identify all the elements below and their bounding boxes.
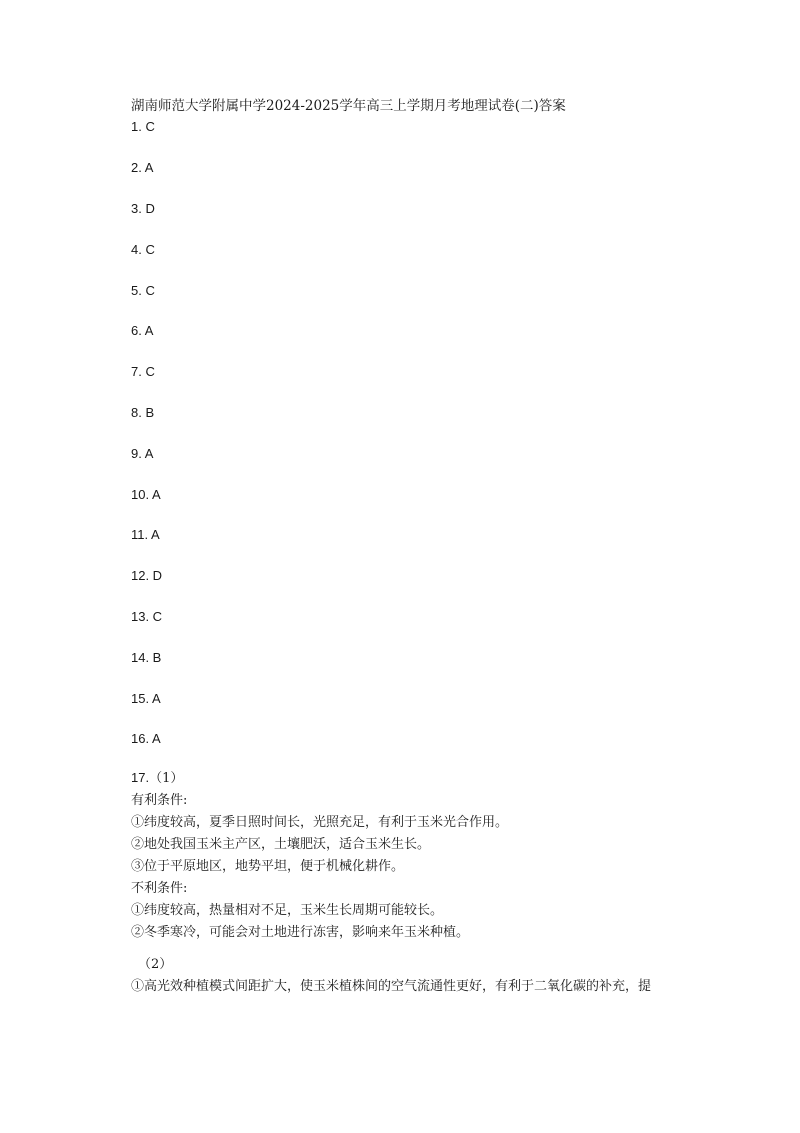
- answer-item: 7. C: [131, 364, 155, 379]
- answer-item: 8. B: [131, 405, 155, 420]
- answer-item: 6. A: [131, 323, 154, 338]
- part2-item: ①高光效种植模式间距扩大，使玉米植株间的空气流通性更好，有利于二氧化碳的补充，提: [131, 979, 652, 994]
- answer-item: 16. A: [131, 731, 161, 746]
- question-17-number: 17.: [131, 770, 150, 785]
- question-17-part2-label: （2）: [138, 957, 173, 972]
- answer-item: 4. C: [131, 242, 155, 257]
- answer-item: 15. A: [131, 691, 161, 706]
- favorable-item: ③位于平原地区，地势平坦，便于机械化耕作。: [131, 859, 405, 874]
- answer-item: 13. C: [131, 609, 163, 624]
- answer-item: 3. D: [131, 201, 155, 216]
- unfavorable-heading: 不利条件:: [131, 881, 188, 896]
- favorable-item: ①纬度较高，夏季日照时间长，光照充足，有利于玉米光合作用。: [131, 815, 509, 830]
- answer-item: 14. B: [131, 650, 162, 665]
- answer-item: 5. C: [131, 283, 155, 298]
- answer-item: 2. A: [131, 160, 154, 175]
- unfavorable-item: ①纬度较高，热量相对不足，玉米生长周期可能较长。: [131, 903, 444, 918]
- answer-item: 10. A: [131, 487, 161, 502]
- answer-item: 12. D: [131, 568, 163, 583]
- question-17-part1-label: （1）: [149, 771, 184, 786]
- unfavorable-item: ②冬季寒冷，可能会对土地进行冻害，影响来年玉米种植。: [131, 925, 470, 940]
- answer-item: 1. C: [131, 119, 155, 134]
- answer-item: 9. A: [131, 446, 154, 461]
- answer-item: 11. A: [131, 527, 160, 542]
- document-title: 湖南师范大学附属中学2024-2025学年高三上学期月考地理试卷(二)答案: [131, 98, 566, 114]
- question-17-heading: [131, 767, 183, 786]
- favorable-heading: 有利条件:: [131, 793, 188, 808]
- favorable-item: ②地处我国玉米主产区，土壤肥沃，适合玉米生长。: [131, 837, 431, 852]
